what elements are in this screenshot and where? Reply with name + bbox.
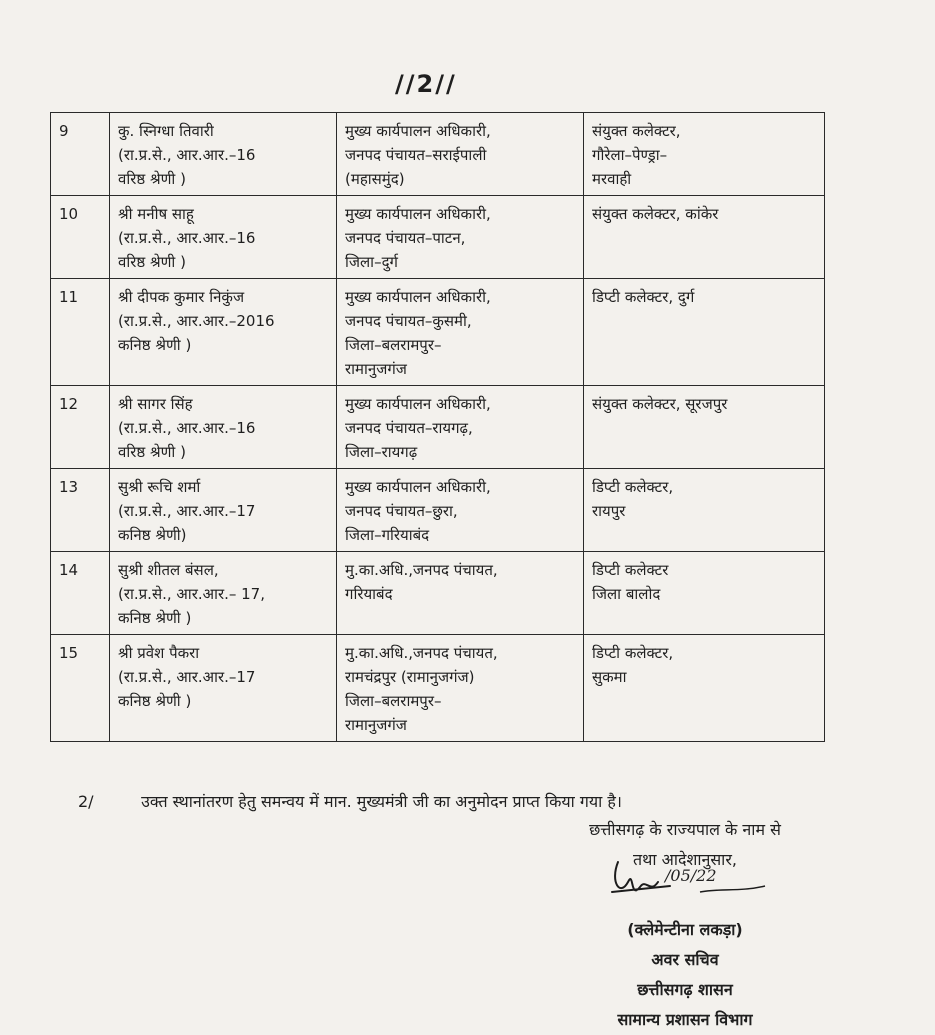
officer-line: सुश्री रूचि शर्मा	[118, 478, 201, 496]
new-posting-cell	[584, 469, 825, 552]
new-posting-cell	[584, 552, 825, 635]
paragraph-number: 2/	[78, 792, 94, 811]
officer-line: श्री मनीष साहू	[118, 205, 194, 223]
officer-cell	[110, 113, 337, 196]
new-posting-line: मरवाही	[592, 170, 632, 188]
current-posting-cell	[337, 635, 584, 742]
officer-line: (रा.प्र.से., आर.आर.– 17,	[118, 585, 265, 603]
serial-number: 14	[51, 552, 110, 635]
table-row	[51, 552, 825, 635]
handwritten-date: /05/22	[665, 866, 717, 885]
new-posting-line: डिप्टी कलेक्टर,	[592, 644, 674, 662]
serial-number: 9	[51, 113, 110, 196]
current-posting-line: जिला–रायगढ़	[345, 443, 418, 461]
current-posting-line: मुख्य कार्यपालन अधिकारी,	[345, 122, 491, 140]
current-posting-line: रामचंद्रपुर (रामानुजगंज)	[345, 668, 475, 686]
signature-line-1: छत्तीसगढ़ के राज्यपाल के नाम से	[589, 820, 781, 839]
new-posting-line: डिप्टी कलेक्टर,	[592, 478, 674, 496]
officer-line: श्री दीपक कुमार निकुंज	[118, 288, 245, 306]
officer-line: कु. स्निग्धा तिवारी	[118, 122, 214, 140]
table-row	[51, 279, 825, 386]
signature-block	[540, 815, 830, 1035]
officer-line: (रा.प्र.से., आर.आर.–2016	[118, 312, 275, 330]
officer-line: (रा.प्र.से., आर.आर.–17	[118, 502, 256, 520]
new-posting-line: संयुक्त कलेक्टर, कांकेर	[592, 205, 719, 223]
current-posting-line: जनपद पंचायत–सराईपाली	[345, 146, 487, 164]
current-posting-line: जिला–दुर्ग	[345, 253, 398, 271]
current-posting-line: मु.का.अधि.,जनपद पंचायत,	[345, 644, 498, 662]
current-posting-cell	[337, 196, 584, 279]
new-posting-line: गौरेला–पेण्ड्रा–	[592, 146, 668, 164]
officer-cell	[110, 552, 337, 635]
serial-number: 10	[51, 196, 110, 279]
officer-line: (रा.प्र.से., आर.आर.–17	[118, 668, 256, 686]
new-posting-line: संयुक्त कलेक्टर, सूरजपुर	[592, 395, 728, 413]
current-posting-line: मुख्य कार्यपालन अधिकारी,	[345, 288, 491, 306]
officer-line: वरिष्ठ श्रेणी )	[118, 170, 186, 188]
approval-paragraph	[78, 790, 622, 812]
table-row	[51, 386, 825, 469]
new-posting-line: जिला बालोद	[592, 585, 661, 603]
current-posting-line: गरियाबंद	[345, 585, 393, 603]
new-posting-cell	[584, 386, 825, 469]
current-posting-line: रामानुजगंज	[345, 716, 407, 734]
current-posting-line: जिला–बलरामपुर–	[345, 692, 442, 710]
page-number: //2//	[395, 70, 457, 98]
current-posting-line: मुख्य कार्यपालन अधिकारी,	[345, 478, 491, 496]
officer-line: (रा.प्र.से., आर.आर.–16	[118, 229, 256, 247]
officer-line: कनिष्ठ श्रेणी)	[118, 526, 187, 544]
new-posting-line: डिप्टी कलेक्टर, दुर्ग	[592, 288, 695, 306]
serial-number: 15	[51, 635, 110, 742]
current-posting-line: जिला–बलरामपुर–	[345, 336, 442, 354]
table-row	[51, 113, 825, 196]
current-posting-cell	[337, 279, 584, 386]
new-posting-line: संयुक्त कलेक्टर,	[592, 122, 681, 140]
current-posting-line: मु.का.अधि.,जनपद पंचायत,	[345, 561, 498, 579]
officer-cell	[110, 635, 337, 742]
new-posting-line: डिप्टी कलेक्टर	[592, 561, 669, 579]
officer-cell	[110, 386, 337, 469]
table-row	[51, 196, 825, 279]
current-posting-line: जनपद पंचायत–छुरा,	[345, 502, 458, 520]
signature-line-2: तथा आदेशानुसार,	[633, 850, 737, 869]
officer-designation: अवर सचिव	[651, 950, 719, 969]
government-name: छत्तीसगढ़ शासन	[637, 980, 733, 999]
officer-cell	[110, 196, 337, 279]
current-posting-cell	[337, 113, 584, 196]
serial-number: 11	[51, 279, 110, 386]
officer-line: सुश्री शीतल बंसल,	[118, 561, 219, 579]
officer-cell	[110, 279, 337, 386]
new-posting-line: रायपुर	[592, 502, 626, 520]
officer-line: कनिष्ठ श्रेणी )	[118, 609, 192, 627]
officer-name: (क्लेमेन्टीना लकड़ा)	[627, 920, 743, 939]
transfer-table	[50, 112, 825, 742]
current-posting-line: जनपद पंचायत–कुसमी,	[345, 312, 472, 330]
officer-line: कनिष्ठ श्रेणी )	[118, 336, 192, 354]
department-name: सामान्य प्रशासन विभाग	[617, 1010, 753, 1029]
new-posting-cell	[584, 279, 825, 386]
paragraph-text: उक्त स्थानांतरण हेतु समन्वय में मान. मुख्यमंत्री जी का अनुमोदन प्राप्त किया गया है।	[141, 792, 622, 811]
current-posting-cell	[337, 469, 584, 552]
current-posting-line: जनपद पंचायत–पाटन,	[345, 229, 466, 247]
new-posting-cell	[584, 635, 825, 742]
officer-line: वरिष्ठ श्रेणी )	[118, 253, 186, 271]
serial-number: 13	[51, 469, 110, 552]
current-posting-cell	[337, 552, 584, 635]
current-posting-cell	[337, 386, 584, 469]
table-row	[51, 635, 825, 742]
officer-line: कनिष्ठ श्रेणी )	[118, 692, 192, 710]
new-posting-line: सुकमा	[592, 668, 627, 686]
officer-line: (रा.प्र.से., आर.आर.–16	[118, 419, 256, 437]
officer-line: श्री प्रवेश पैकरा	[118, 644, 200, 662]
current-posting-line: मुख्य कार्यपालन अधिकारी,	[345, 205, 491, 223]
new-posting-cell	[584, 113, 825, 196]
serial-number: 12	[51, 386, 110, 469]
officer-cell	[110, 469, 337, 552]
current-posting-line: जिला–गरियाबंद	[345, 526, 430, 544]
new-posting-cell	[584, 196, 825, 279]
current-posting-line: (महासमुंद)	[345, 170, 405, 188]
current-posting-line: जनपद पंचायत–रायगढ़,	[345, 419, 473, 437]
current-posting-line: रामानुजगंज	[345, 360, 407, 378]
officer-line: वरिष्ठ श्रेणी )	[118, 443, 186, 461]
current-posting-line: मुख्य कार्यपालन अधिकारी,	[345, 395, 491, 413]
table-row	[51, 469, 825, 552]
officer-line: श्री सागर सिंह	[118, 395, 193, 413]
officer-line: (रा.प्र.से., आर.आर.–16	[118, 146, 256, 164]
